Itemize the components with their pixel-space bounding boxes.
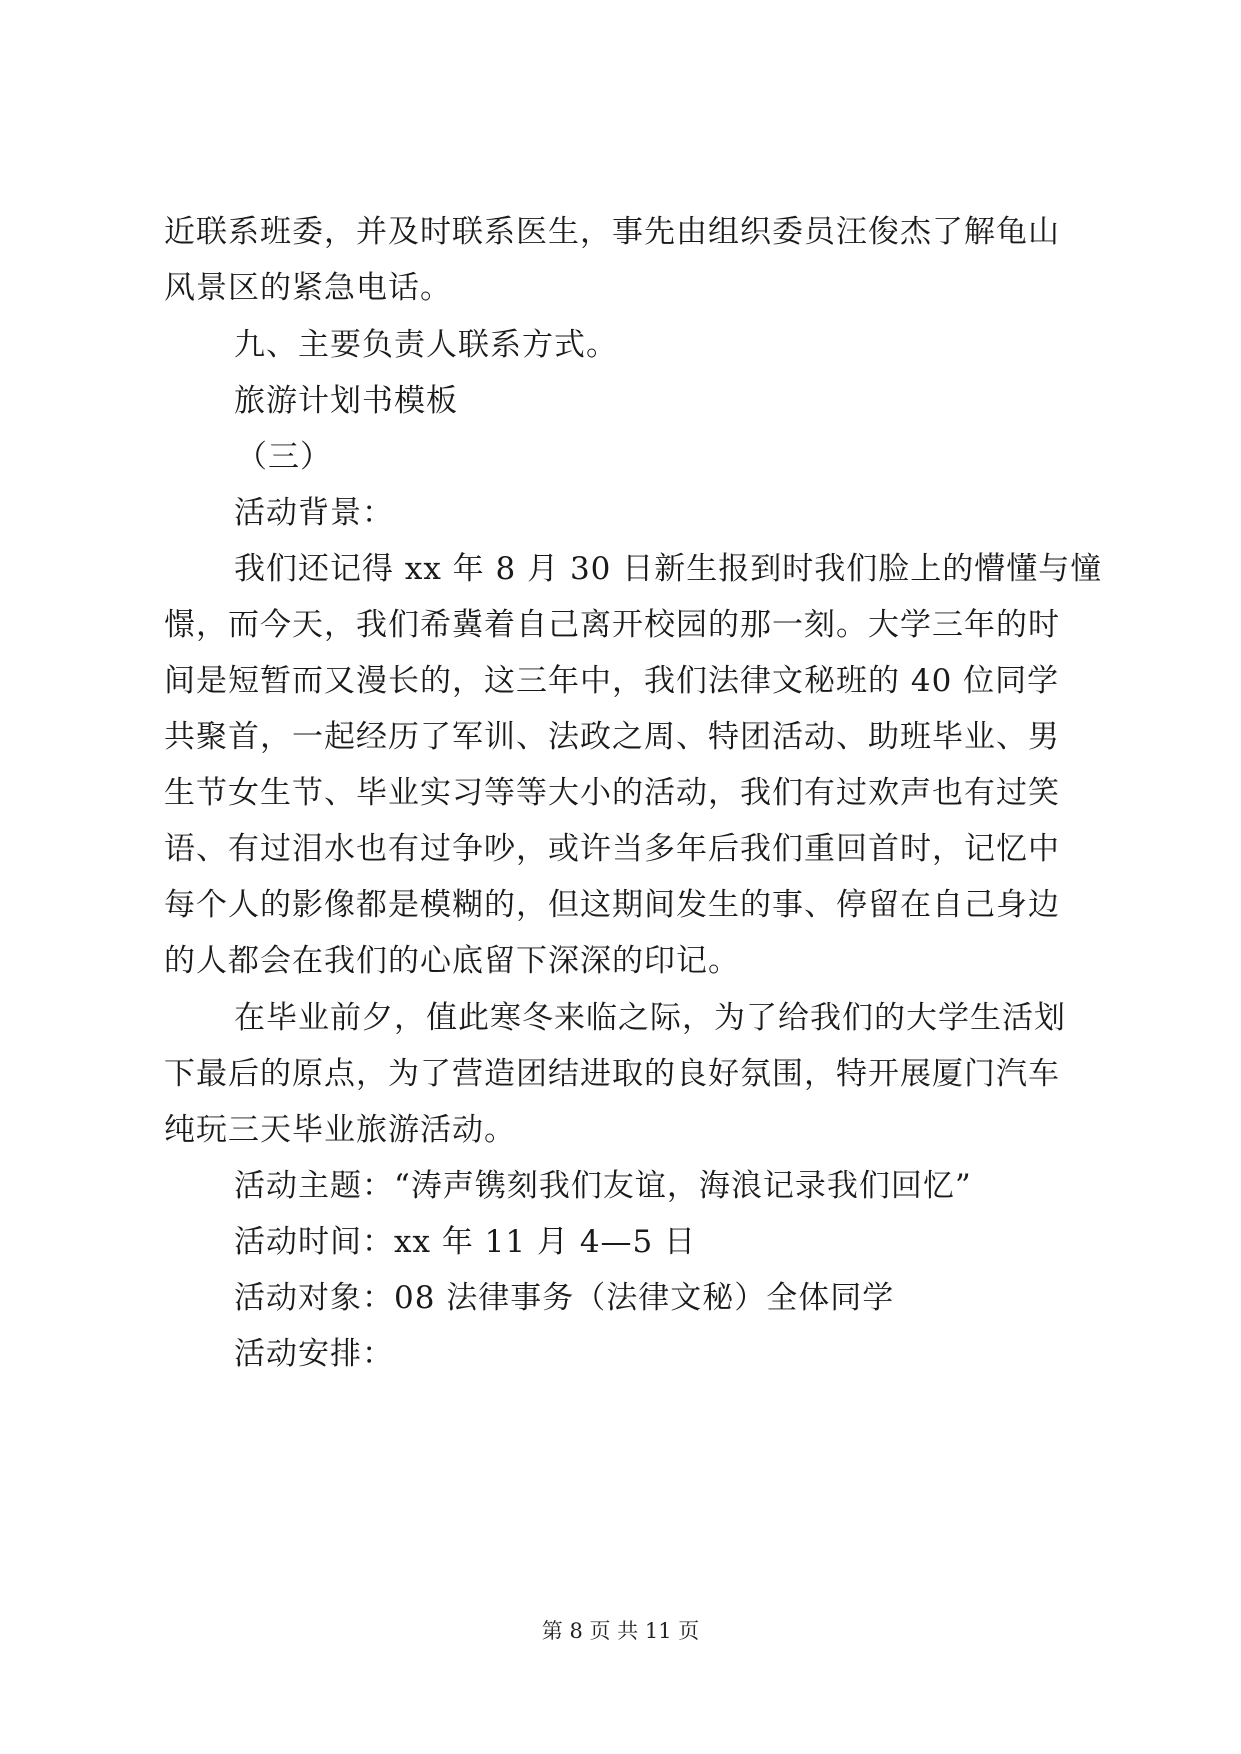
body-text-line: 在毕业前夕，值此寒冬来临之际，为了给我们的大学生活划 [234, 1000, 1066, 1036]
body-text-line: 风景区的紧急电话。 [164, 270, 452, 306]
body-text-line: 间是短暂而又漫长的，这三年中，我们法律文秘班的 40 位同学 [164, 663, 1060, 699]
body-text-line: 我们还记得 xx 年 8 月 30 日新生报到时我们脸上的懵懂与憧 [234, 551, 1103, 587]
activity-target: 活动对象：08 法律事务（法律文秘）全体同学 [234, 1280, 895, 1316]
body-text-line: 纯玩三天毕业旅游活动。 [164, 1112, 516, 1148]
activity-theme: 活动主题：“涛声镌刻我们友谊，海浪记录我们回忆” [234, 1168, 972, 1204]
body-text-line: 共聚首，一起经历了军训、法政之周、特团活动、助班毕业、男 [164, 719, 1060, 755]
body-text-line: 憬，而今天，我们希冀着自己离开校园的那一刻。大学三年的时 [164, 607, 1060, 643]
section-heading: 九、主要负责人联系方式。 [234, 327, 618, 363]
page-footer: 第 8 页 共 11 页 [541, 1619, 700, 1643]
section-label: 活动背景： [234, 495, 394, 531]
body-text-line: 生节女生节、毕业实习等等大小的活动，我们有过欢声也有过笑 [164, 775, 1060, 811]
body-text-line: 的人都会在我们的心底留下深深的印记。 [164, 943, 740, 979]
activity-arrangement: 活动安排： [234, 1336, 394, 1372]
body-text-line: 语、有过泪水也有过争吵，或许当多年后我们重回首时，记忆中 [164, 831, 1060, 867]
body-text-line: 下最后的原点，为了营造团结进取的良好氛围，特开展厦门汽车 [164, 1056, 1060, 1092]
body-text-line: 每个人的影像都是模糊的，但这期间发生的事、停留在自己身边 [164, 887, 1060, 923]
activity-time: 活动时间：xx 年 11 月 4—5 日 [234, 1224, 697, 1260]
body-text-line: 近联系班委，并及时联系医生，事先由组织委员汪俊杰了解龟山 [164, 214, 1060, 250]
document-title: 旅游计划书模板 [234, 383, 458, 419]
section-number: （三） [236, 439, 332, 475]
